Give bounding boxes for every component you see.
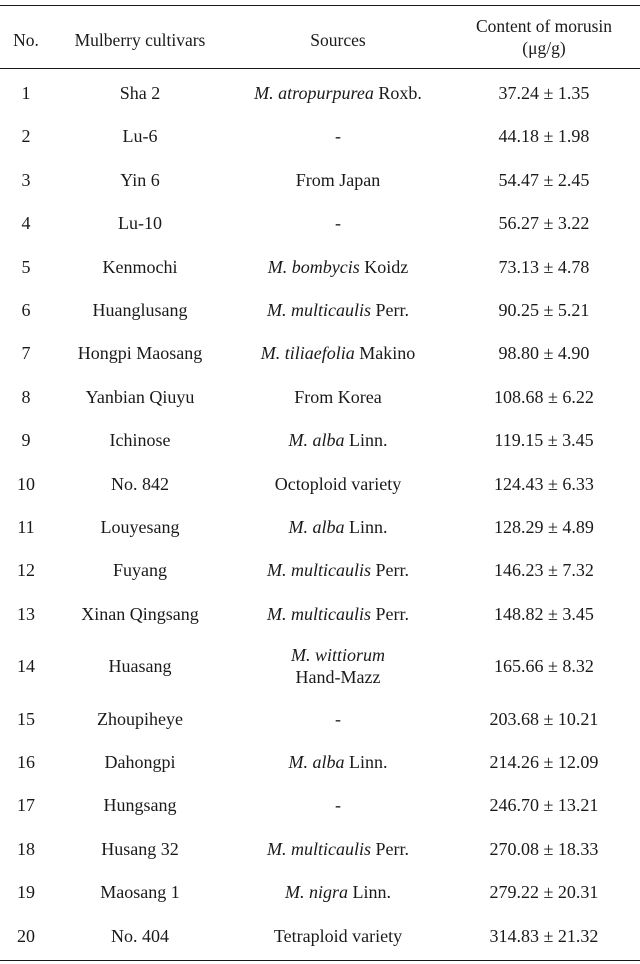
row-number: 9 bbox=[21, 430, 31, 451]
row-number: 15 bbox=[17, 708, 35, 729]
source-line bbox=[224, 473, 452, 495]
source-line bbox=[224, 429, 452, 451]
source bbox=[224, 212, 452, 234]
table-row bbox=[0, 82, 640, 104]
row-number: 5 bbox=[21, 256, 31, 277]
source-text: Koidz bbox=[359, 256, 409, 277]
header-rule bbox=[0, 68, 640, 69]
cultivar-name: Hongpi Maosang bbox=[77, 343, 203, 364]
table-row bbox=[0, 644, 640, 688]
species-name: M. atropurpurea bbox=[254, 83, 374, 103]
morusin-content: 119.15 ± 3.45 bbox=[494, 430, 594, 451]
source-line bbox=[224, 386, 452, 408]
source-line bbox=[224, 881, 452, 903]
source bbox=[224, 82, 452, 104]
morusin-content: 73.13 ± 4.78 bbox=[498, 256, 590, 277]
source-text: Linn. bbox=[344, 752, 388, 772]
header-cultivar: Mulberry cultivars bbox=[74, 30, 206, 50]
source-text: - bbox=[335, 708, 341, 729]
source bbox=[224, 516, 452, 538]
source-line bbox=[224, 212, 452, 234]
row-number: 12 bbox=[17, 560, 35, 581]
source-text: Hand-Mazz bbox=[295, 667, 381, 688]
cultivar-name: Hungsang bbox=[103, 795, 177, 816]
cultivar-name: Huasang bbox=[108, 656, 172, 677]
source bbox=[224, 925, 452, 947]
row-number: 14 bbox=[17, 656, 35, 677]
source-line bbox=[224, 603, 452, 625]
source bbox=[224, 386, 452, 408]
morusin-content: 279.22 ± 20.31 bbox=[489, 882, 599, 903]
header-source: Sources bbox=[310, 30, 366, 50]
source-line bbox=[224, 256, 452, 278]
bottom-rule bbox=[0, 960, 640, 961]
source-text: Linn. bbox=[348, 882, 391, 903]
morusin-content: 37.24 ± 1.35 bbox=[498, 83, 590, 103]
source bbox=[224, 603, 452, 625]
source-line bbox=[224, 708, 452, 730]
morusin-content: 108.68 ± 6.22 bbox=[494, 386, 594, 407]
morusin-content: 314.83 ± 21.32 bbox=[489, 925, 599, 946]
source bbox=[224, 881, 452, 903]
source-text: Linn. bbox=[344, 430, 388, 451]
cultivar-name: Maosang 1 bbox=[100, 882, 180, 903]
source bbox=[224, 429, 452, 451]
morusin-content: 270.08 ± 18.33 bbox=[489, 838, 599, 859]
table-row bbox=[0, 473, 640, 495]
table-row bbox=[0, 516, 640, 538]
cultivar-name: Zhoupiheye bbox=[97, 708, 183, 729]
species-name: M. alba bbox=[288, 752, 345, 772]
source-line bbox=[224, 342, 452, 364]
row-number: 19 bbox=[17, 882, 35, 903]
source-line bbox=[224, 666, 452, 688]
species-name: M. tiliaefolia bbox=[260, 343, 355, 364]
source-line bbox=[224, 794, 452, 816]
source-text: Roxb. bbox=[373, 83, 422, 103]
cultivar-name: Sha 2 bbox=[119, 83, 161, 103]
table-row bbox=[0, 794, 640, 816]
source-line bbox=[224, 925, 452, 947]
source bbox=[224, 644, 452, 688]
species-name: M. multicaulis bbox=[267, 838, 371, 859]
table-row bbox=[0, 386, 640, 408]
morusin-content: 56.27 ± 3.22 bbox=[498, 213, 590, 234]
source bbox=[224, 751, 452, 773]
cultivar-name: Xinan Qingsang bbox=[81, 603, 199, 624]
source bbox=[224, 342, 452, 364]
row-number: 2 bbox=[21, 126, 31, 147]
morusin-content: 246.70 ± 13.21 bbox=[489, 795, 599, 816]
source-line bbox=[224, 299, 452, 321]
source bbox=[224, 169, 452, 191]
cultivar-name: Louyesang bbox=[100, 517, 180, 537]
species-name: M. multicaulis bbox=[267, 560, 371, 581]
species-name: M. nigra bbox=[285, 882, 348, 903]
source-line bbox=[224, 169, 452, 191]
source bbox=[224, 559, 452, 581]
morusin-content: 90.25 ± 5.21 bbox=[498, 300, 590, 320]
species-name: M. multicaulis bbox=[267, 603, 371, 624]
row-number: 11 bbox=[17, 517, 35, 537]
header-content-line2: (μg/g) bbox=[522, 38, 566, 58]
row-number: 1 bbox=[21, 83, 31, 103]
morusin-content: 165.66 ± 8.32 bbox=[494, 656, 594, 677]
header-content bbox=[452, 15, 636, 59]
row-number: 8 bbox=[21, 386, 31, 407]
source-text: From Korea bbox=[294, 386, 382, 407]
source-text: Perr. bbox=[371, 560, 409, 581]
cultivar-name: Yanbian Qiuyu bbox=[85, 386, 195, 407]
species-name: M. bombycis bbox=[267, 256, 360, 277]
table-row bbox=[0, 838, 640, 860]
table-row bbox=[0, 256, 640, 278]
cultivar-name: No. 842 bbox=[111, 473, 169, 494]
cultivar-name: Huanglusang bbox=[92, 300, 188, 320]
cultivar-name: Fuyang bbox=[113, 560, 167, 581]
source bbox=[224, 473, 452, 495]
source-text: Makino bbox=[354, 343, 416, 364]
table-row bbox=[0, 299, 640, 321]
row-number: 6 bbox=[21, 300, 31, 320]
cultivar-name: Husang 32 bbox=[101, 838, 179, 859]
table-row bbox=[0, 169, 640, 191]
header-no: No. bbox=[13, 30, 39, 50]
cultivar-name: No. 404 bbox=[111, 925, 169, 946]
source-text: Octoploid variety bbox=[274, 473, 402, 494]
morusin-content: 124.43 ± 6.33 bbox=[494, 473, 594, 494]
source-text: From Japan bbox=[295, 169, 381, 190]
table-row bbox=[0, 212, 640, 234]
source-text: Linn. bbox=[344, 517, 388, 537]
source-text: Perr. bbox=[371, 603, 409, 624]
species-name: M. multicaulis bbox=[267, 300, 371, 320]
morusin-content: 128.29 ± 4.89 bbox=[494, 517, 594, 537]
row-number: 17 bbox=[17, 795, 35, 816]
table-row bbox=[0, 925, 640, 947]
morusin-content: 203.68 ± 10.21 bbox=[489, 708, 599, 729]
morusin-content: 148.82 ± 3.45 bbox=[494, 603, 594, 624]
row-number: 20 bbox=[17, 925, 35, 946]
source-line bbox=[224, 82, 452, 104]
species-name: M. wittiorum bbox=[290, 645, 385, 666]
source-text: Perr. bbox=[371, 838, 409, 859]
morusin-content: 44.18 ± 1.98 bbox=[498, 126, 590, 147]
table-row bbox=[0, 603, 640, 625]
table-row bbox=[0, 559, 640, 581]
header-content-line1: Content of morusin bbox=[475, 16, 613, 36]
row-number: 18 bbox=[17, 838, 35, 859]
cultivar-name: Lu-10 bbox=[118, 213, 162, 234]
cultivar-name: Lu-6 bbox=[122, 126, 158, 147]
species-name: M. alba bbox=[288, 430, 345, 451]
table-row bbox=[0, 125, 640, 147]
source-text: - bbox=[335, 213, 341, 234]
source-text: Tetraploid variety bbox=[273, 925, 403, 946]
source bbox=[224, 838, 452, 860]
source bbox=[224, 125, 452, 147]
source bbox=[224, 794, 452, 816]
cultivar-name: Dahongpi bbox=[104, 752, 176, 772]
source-text: - bbox=[335, 126, 341, 147]
row-number: 7 bbox=[21, 343, 31, 364]
cultivar-name: Kenmochi bbox=[102, 256, 178, 277]
morusin-content: 214.26 ± 12.09 bbox=[489, 752, 599, 772]
source-line bbox=[224, 644, 452, 666]
morusin-content: 98.80 ± 4.90 bbox=[498, 343, 590, 364]
morusin-content: 54.47 ± 2.45 bbox=[498, 169, 590, 190]
source-line bbox=[224, 559, 452, 581]
table-header bbox=[0, 5, 640, 68]
source-line bbox=[224, 751, 452, 773]
row-number: 13 bbox=[17, 603, 35, 624]
source bbox=[224, 299, 452, 321]
table-row bbox=[0, 429, 640, 451]
cultivar-name: Yin 6 bbox=[120, 169, 160, 190]
row-number: 4 bbox=[21, 213, 31, 234]
row-number: 3 bbox=[21, 169, 31, 190]
table-row bbox=[0, 342, 640, 364]
table-row bbox=[0, 881, 640, 903]
source-text: - bbox=[335, 795, 341, 816]
row-number: 16 bbox=[17, 752, 35, 772]
species-name: M. alba bbox=[288, 517, 345, 537]
table-row bbox=[0, 751, 640, 773]
source-text: Perr. bbox=[371, 300, 409, 320]
source bbox=[224, 256, 452, 278]
source-line bbox=[224, 516, 452, 538]
row-number: 10 bbox=[17, 473, 35, 494]
morusin-content: 146.23 ± 7.32 bbox=[494, 560, 594, 581]
cultivar-name: Ichinose bbox=[109, 430, 171, 451]
source bbox=[224, 708, 452, 730]
source-line bbox=[224, 125, 452, 147]
source-line bbox=[224, 838, 452, 860]
table-row bbox=[0, 708, 640, 730]
